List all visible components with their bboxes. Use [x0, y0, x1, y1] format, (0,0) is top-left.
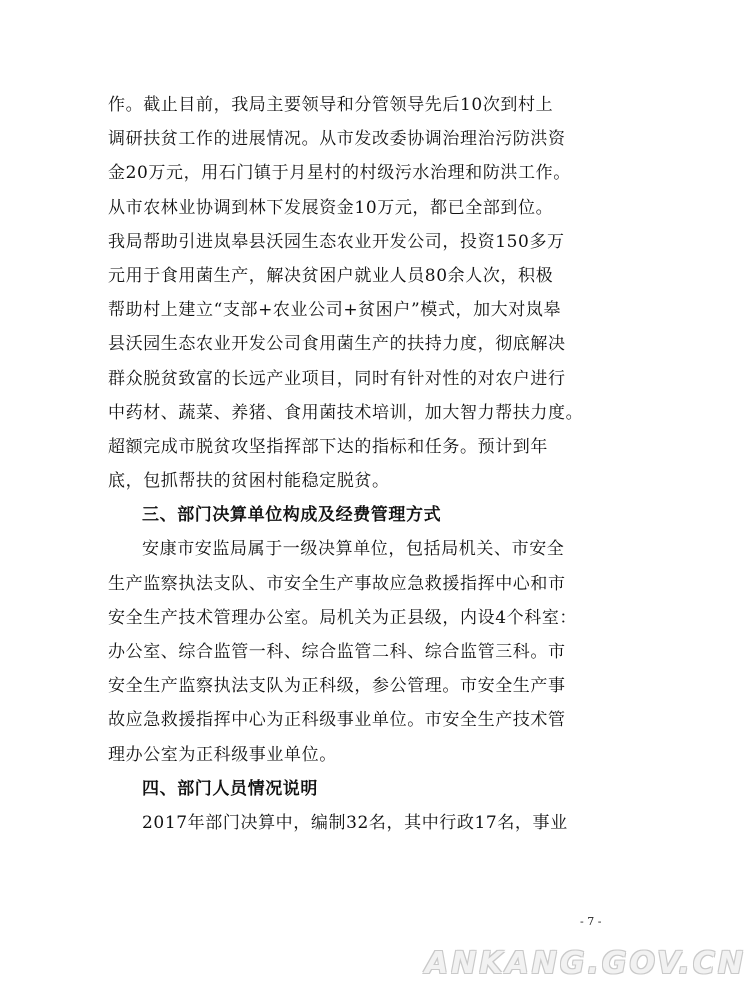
page-number: - 7 -	[580, 915, 602, 928]
text-line: 2017年部门决算中，编制32名，其中行政17名，事业	[142, 812, 568, 833]
text-line: 办公室、综合监管一科、综合监管二科、综合监管三科。市	[108, 642, 566, 662]
text-line: 中药材、蔬菜、养猪、食用菌技术培训，加大智力帮扶力度。	[108, 402, 584, 423]
text-line: 金20万元，用石门镇于月星村的村级污水治理和防洪工作。	[108, 163, 571, 184]
text-line: 县沃园生态农业开发公司食用菌生产的扶持力度，彻底解决	[108, 334, 566, 355]
site-watermark: ANKANG.GOV.CN	[425, 946, 746, 981]
text-line: 超额完成市脱贫攻坚指挥部下达的指标和任务。预计到年	[108, 436, 548, 457]
text-line: 故应急救援指挥中心为正科级事业单位。市安全生产技术管	[108, 710, 566, 731]
document-body	[108, 88, 602, 840]
text-line: 我局帮助引进岚皋县沃园生态农业开发公司，投资150多万	[108, 231, 565, 252]
text-line: 元用于食用菌生产，解决贫困户就业人员80余人次，积极	[108, 265, 554, 286]
text-line: 底，包抓帮扶的贫困村能稳定脱贫。	[108, 471, 390, 492]
text-line: 安全生产监察执法支队为正科级，参公管理。市安全生产事	[108, 676, 566, 697]
text-line: 调研扶贫工作的进展情况。从市发改委协调治理治污防洪资	[108, 129, 566, 150]
text-line: 从市农林业协调到林下发展资金10万元，都已全部到位。	[108, 197, 554, 218]
text-line: 理办公室为正科级事业单位。	[108, 744, 337, 765]
text-line: 生产监察执法支队、市安全生产事故应急救援指挥中心和市	[108, 573, 566, 594]
section-heading-3: 三、部门决算单位构成及经费管理方式	[142, 505, 442, 526]
text-line: 作。截止目前，我局主要领导和分管领导先后10次到村上	[108, 95, 554, 115]
section-heading-4: 四、部门人员情况说明	[142, 778, 318, 799]
text-line: 群众脱贫致富的长远产业项目，同时有针对性的对农户进行	[108, 368, 566, 389]
text-line: 安康市安监局属于一级决算单位，包括局机关、市安全	[142, 539, 565, 560]
text-line: 帮助村上建立“支部+农业公司+贫困户”模式，加大对岚皋	[108, 300, 562, 321]
text-line: 安全生产技术管理办公室。局机关为正县级，内设4个科室：	[108, 607, 578, 628]
